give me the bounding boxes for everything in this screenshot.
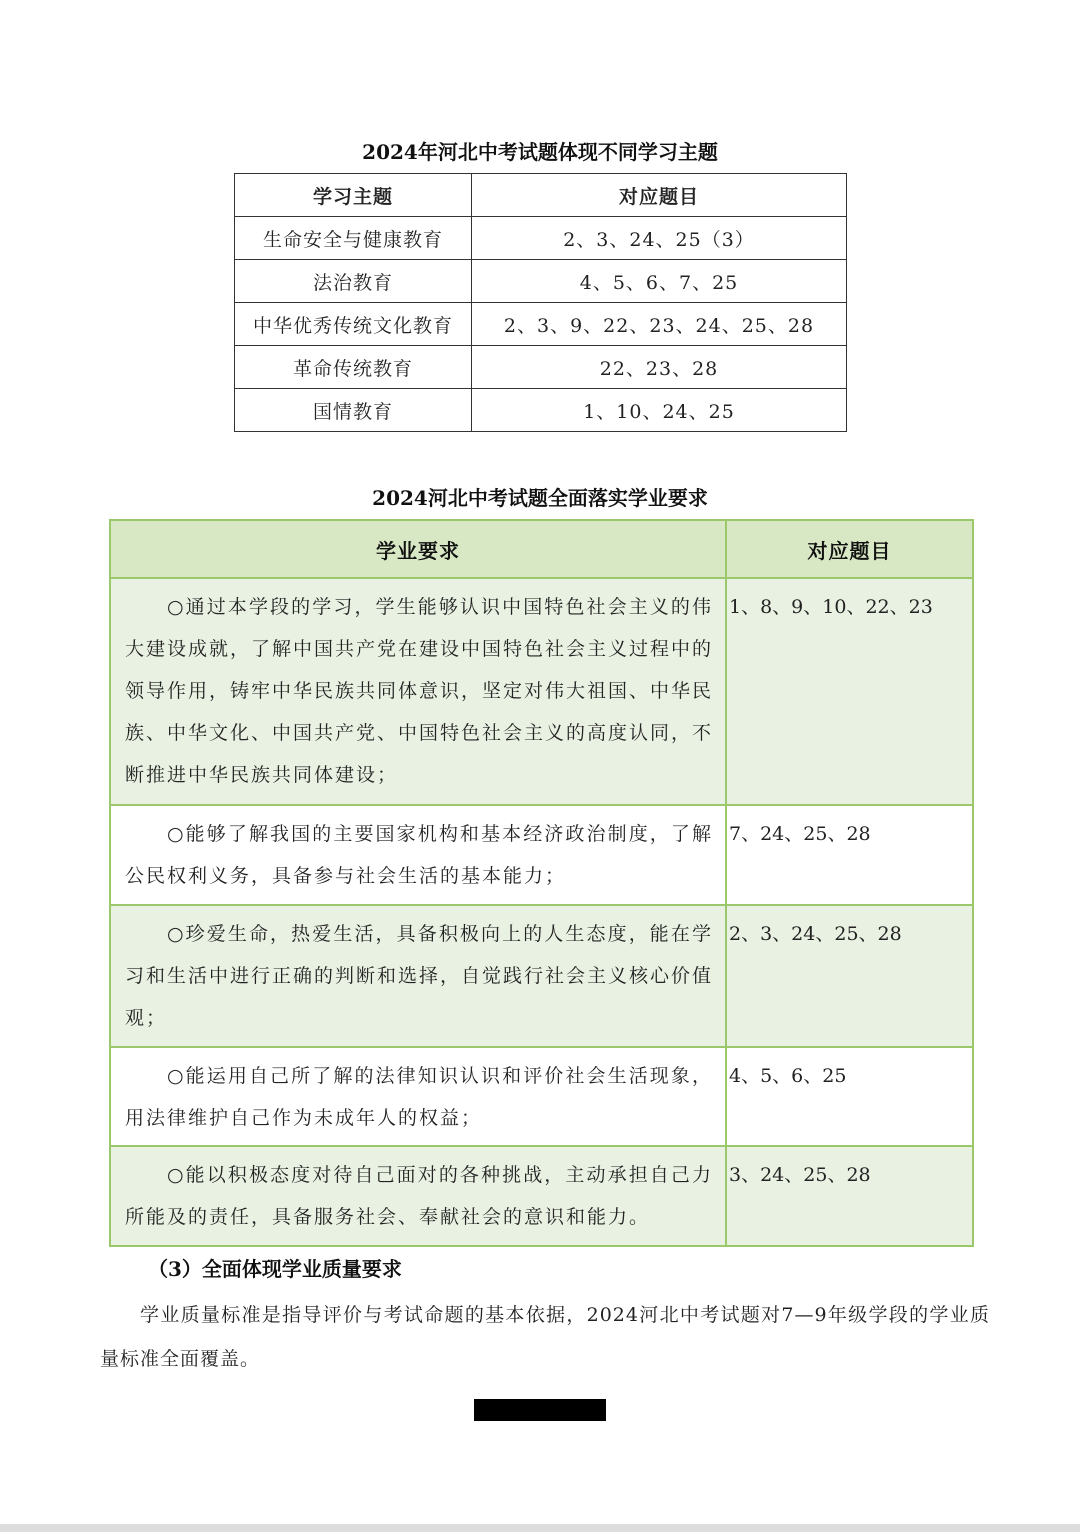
questions-cell: 2、3、24、25（3） bbox=[472, 217, 847, 260]
theme-cell: 生命安全与健康教育 bbox=[235, 217, 472, 260]
theme-cell: 国情教育 bbox=[235, 389, 472, 432]
table-row bbox=[110, 805, 973, 905]
questions-cell: 1、10、24、25 bbox=[472, 389, 847, 432]
redaction-bar bbox=[474, 1399, 606, 1421]
theme-cell: 法治教育 bbox=[235, 260, 472, 303]
questions-cell: 22、23、28 bbox=[472, 346, 847, 389]
table-row bbox=[110, 905, 973, 1047]
table-row bbox=[110, 578, 973, 805]
column-header-questions: 对应题目 bbox=[726, 520, 973, 578]
table-row bbox=[235, 217, 847, 260]
academic-requirements-table bbox=[109, 519, 974, 1247]
table1-caption: 2024年河北中考试题体现不同学习主题 bbox=[362, 140, 718, 164]
questions-cell: 7、24、25、28 bbox=[726, 805, 973, 905]
column-header-requirement: 学业要求 bbox=[110, 520, 726, 578]
table-header-row bbox=[110, 520, 973, 578]
requirement-cell: ○通过本学段的学习，学生能够认识中国特色社会主义的伟大建设成就，了解中国共产党在建设中国特色社会主义过程中的领导作用，铸牢中华民族共同体意识，坚定对伟大祖国、中华民族、中华文化、中国共产党、中国特色社会主义的高度认同，不断推进中华民族共同体建设； bbox=[110, 578, 726, 805]
column-header-theme: 学习主题 bbox=[235, 174, 472, 217]
questions-cell: 3、24、25、28 bbox=[726, 1146, 973, 1246]
questions-cell: 4、5、6、7、25 bbox=[472, 260, 847, 303]
section-paragraph: 学业质量标准是指导评价与考试命题的基本依据，2024河北中考试题对7—9年级学段的学业质量标准全面覆盖。 bbox=[100, 1304, 990, 1370]
requirement-cell: ○能以积极态度对待自己面对的各种挑战，主动承担自己力所能及的责任，具备服务社会、奉献社会的意识和能力。 bbox=[110, 1146, 726, 1246]
theme-cell: 中华优秀传统文化教育 bbox=[235, 303, 472, 346]
learning-themes-table bbox=[234, 173, 847, 432]
page-bottom-bar bbox=[0, 1524, 1080, 1532]
column-header-questions: 对应题目 bbox=[472, 174, 847, 217]
section-heading: （3）全面体现学业质量要求 bbox=[148, 1257, 402, 1281]
questions-cell: 4、5、6、25 bbox=[726, 1047, 973, 1146]
theme-cell: 革命传统教育 bbox=[235, 346, 472, 389]
table-row bbox=[235, 303, 847, 346]
requirement-cell: ○能运用自己所了解的法律知识认识和评价社会生活现象，用法律维护自己作为未成年人的权益； bbox=[110, 1047, 726, 1146]
table-row bbox=[110, 1146, 973, 1246]
questions-cell: 1、8、9、10、22、23 bbox=[726, 578, 973, 805]
questions-cell: 2、3、24、25、28 bbox=[726, 905, 973, 1047]
table-header-row bbox=[235, 174, 847, 217]
table-row bbox=[235, 389, 847, 432]
table-row bbox=[235, 346, 847, 389]
table-row bbox=[110, 1047, 973, 1146]
table-row bbox=[235, 260, 847, 303]
questions-cell: 2、3、9、22、23、24、25、28 bbox=[472, 303, 847, 346]
requirement-cell: ○能够了解我国的主要国家机构和基本经济政治制度，了解公民权利义务，具备参与社会生活的基本能力； bbox=[110, 805, 726, 905]
table2-caption: 2024河北中考试题全面落实学业要求 bbox=[372, 486, 708, 510]
requirement-cell: ○珍爱生命，热爱生活，具备积极向上的人生态度，能在学习和生活中进行正确的判断和选择，自觉践行社会主义核心价值观； bbox=[110, 905, 726, 1047]
